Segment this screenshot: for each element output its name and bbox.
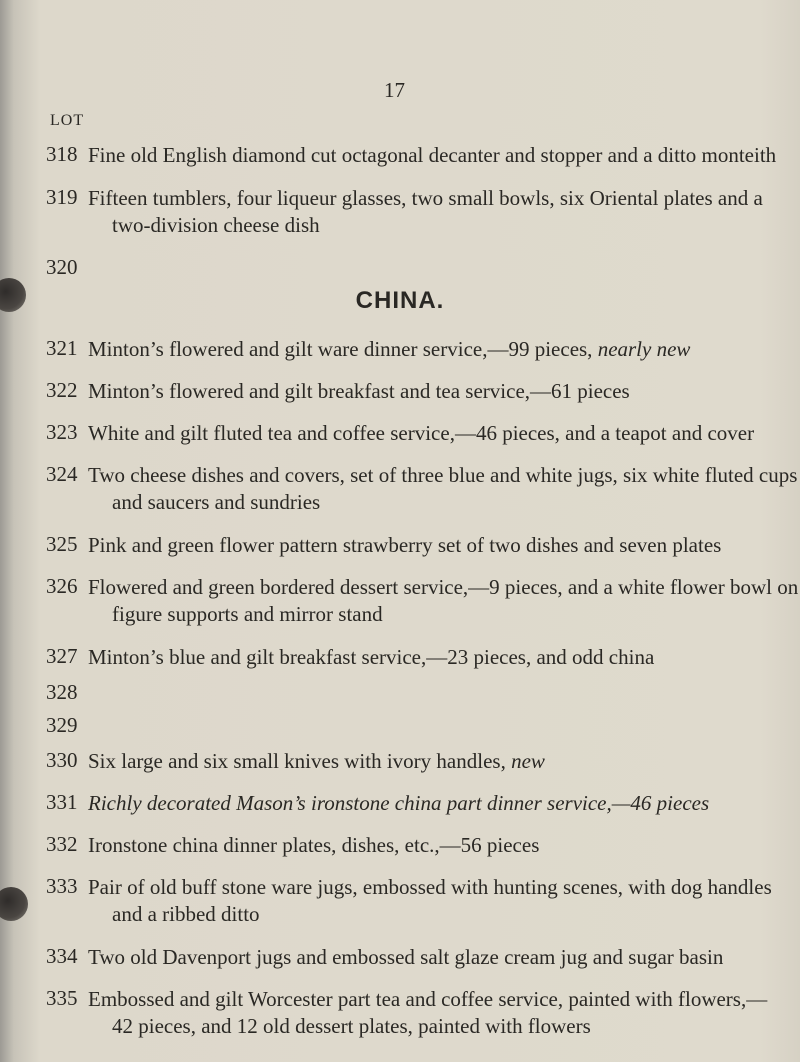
lot-number: 325	[46, 532, 78, 556]
lot-number: 331	[46, 790, 78, 814]
lot-description: Minton’s blue and gilt breakfast service,—23 pieces, and odd china	[88, 645, 655, 669]
lot-number: 320	[46, 255, 78, 279]
lot-number: 321	[46, 336, 78, 360]
lot-number: 326	[46, 574, 78, 598]
lot-column-label: LOT	[50, 112, 85, 129]
lot-number: 324	[46, 462, 78, 486]
page-number: 17	[384, 78, 405, 102]
lot-number: 330	[46, 748, 78, 772]
lot-description: Embossed and gilt Worcester part tea and coffee service, painted with flowers,— 42 pieces, and 12 old dessert plates, painted with flowers	[88, 987, 768, 1038]
lot-number: 318	[46, 142, 78, 166]
lot-description: Fine old English diamond cut octagonal decanter and stopper and a ditto monteith	[88, 143, 777, 167]
lot-number: 334	[46, 944, 78, 968]
lot-description: Pair of old buff stone ware jugs, embossed with hunting scenes, with dog handles and a ribbed ditto	[88, 875, 772, 926]
lot-number: 332	[46, 832, 78, 856]
lot-number: 319	[46, 185, 78, 209]
lot-description: Flowered and green bordered dessert service,—9 pieces, and a white flower bowl on figure supports and mirror stand	[88, 575, 799, 626]
lot-number: 329	[46, 713, 78, 737]
lot-number: 327	[46, 644, 78, 668]
lot-number: 323	[46, 420, 78, 444]
lot-description: Fifteen tumblers, four liqueur glasses, two small bowls, six Oriental plates and a two-division cheese dish	[88, 186, 763, 237]
lot-number: 322	[46, 378, 78, 402]
lot-number: 328	[46, 680, 78, 704]
lot-description: Six large and six small knives with ivory handles, new	[88, 749, 545, 773]
binding-hole	[0, 887, 28, 921]
lot-description: Minton’s flowered and gilt breakfast and tea service,—61 pieces	[88, 379, 630, 403]
lot-number: 335	[46, 986, 78, 1010]
section-heading: CHINA.	[355, 287, 445, 314]
lot-description: Pink and green flower pattern strawberry set of two dishes and seven plates	[88, 533, 722, 557]
lot-description: Minton’s flowered and gilt ware dinner service,—99 pieces, nearly new	[88, 337, 691, 361]
lot-description: Ironstone china dinner plates, dishes, etc.,—56 pieces	[88, 833, 540, 857]
lot-description: Two old Davenport jugs and embossed salt glaze cream jug and sugar basin	[88, 945, 724, 969]
lot-description: White and gilt fluted tea and coffee service,—46 pieces, and a teapot and cover	[88, 421, 755, 445]
lot-description: Richly decorated Mason’s ironstone china part dinner service,—46 pieces	[88, 791, 710, 815]
lot-description: Two cheese dishes and covers, set of three blue and white jugs, six white fluted cups and saucers and sundries	[88, 463, 798, 514]
lot-number: 333	[46, 874, 78, 898]
